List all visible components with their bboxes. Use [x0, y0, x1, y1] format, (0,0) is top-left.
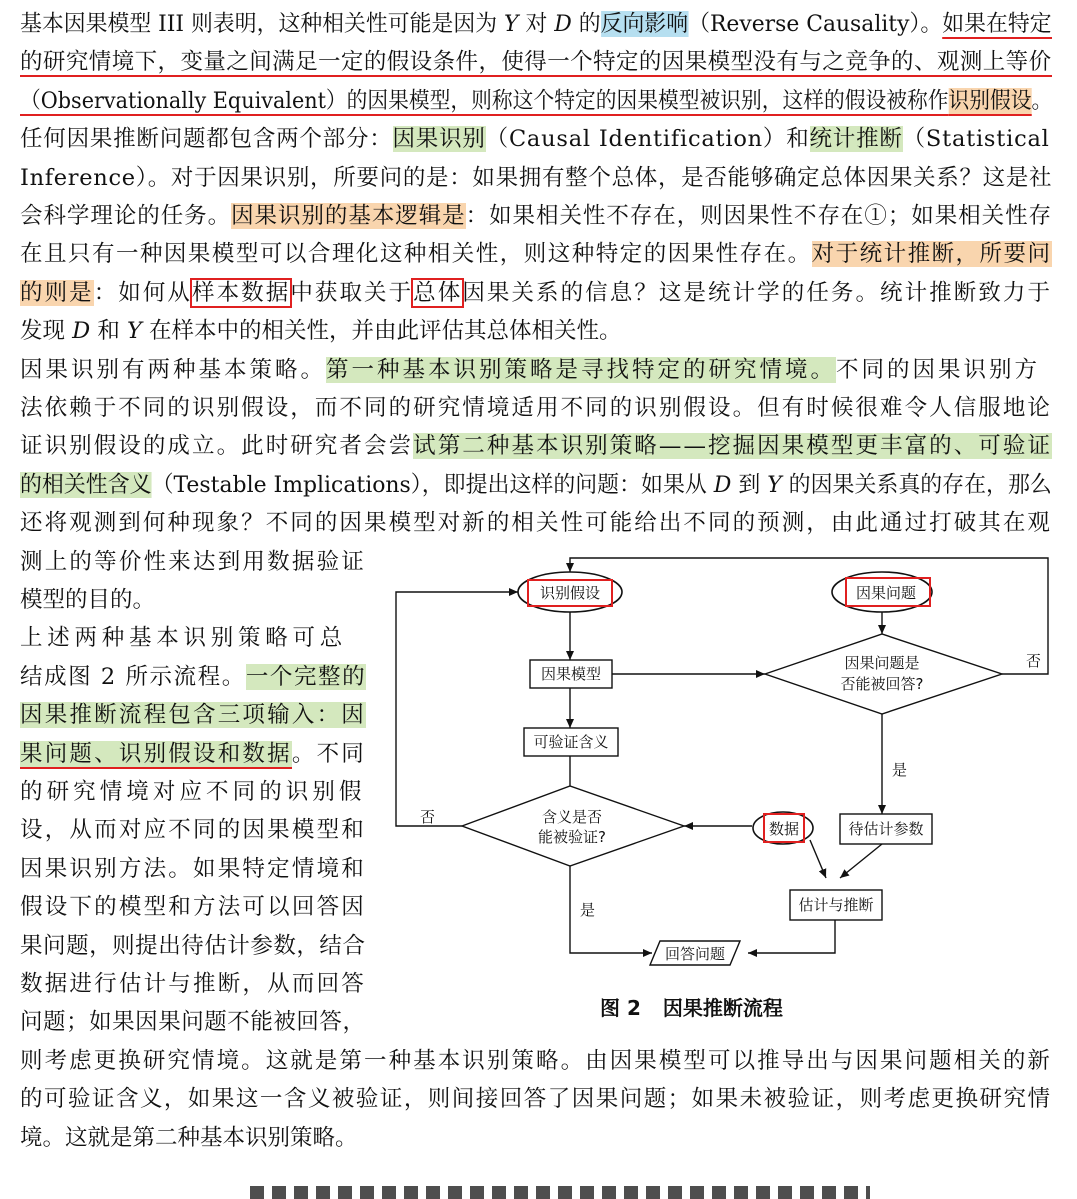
text-span: 对 — [518, 11, 555, 37]
text-span: 中获取关于 — [290, 279, 414, 306]
marked-text: 统计推断 — [809, 126, 903, 153]
text-span: 在且只有一种因果模型可以合理化这种相关性，则这种特定的因果性存在。 — [20, 241, 812, 268]
node-label-verified-1: 含义是否 — [541, 808, 603, 826]
text-line — [20, 315, 622, 347]
node-label-answer: 回答问题 — [664, 945, 726, 963]
text-line — [20, 814, 366, 846]
text-line — [20, 930, 366, 962]
text-line — [20, 776, 366, 808]
text-line — [20, 699, 366, 731]
text-span: 设，从而对应不同的因果模型和 — [20, 817, 367, 844]
text-line — [20, 1122, 358, 1154]
testable-implications-node — [524, 728, 618, 756]
text-line — [20, 738, 366, 770]
text-span: 的 — [571, 11, 601, 37]
text-line — [20, 277, 1052, 309]
marked-text: 的相关性含义 — [20, 471, 152, 498]
marked-text: 识别假设 — [948, 87, 1032, 114]
marked-text: 果问题、识别假设和数据 — [20, 740, 292, 767]
text-span: 的可验证含义，如果这一含义被验证，则间接回答了因果问题；如果未被验证，则考虑更换研究情 — [20, 1086, 1052, 1113]
node-label-verified-2: 能被验证? — [538, 828, 606, 846]
identification-assumption-node — [518, 572, 622, 612]
figure-caption — [600, 992, 805, 1024]
text-span: （Reverse Causality）。 — [688, 11, 943, 37]
text-line — [20, 546, 366, 578]
math-variable: D — [72, 318, 91, 345]
math-variable: Y — [504, 11, 519, 37]
estimation-inference-node — [790, 890, 882, 920]
marked-text: 的则是 — [20, 279, 94, 306]
text-span: 数据进行估计与推断，从而回答 — [20, 971, 367, 997]
text-span: （Causal Identification）和 — [485, 126, 810, 153]
text-line — [20, 584, 155, 616]
text-span: 境。这就是第二种基本识别策略。 — [20, 1124, 358, 1151]
marked-text: 对于统计推断，所要问 — [811, 241, 1052, 268]
marked-text: 试第二种基本识别策略——挖掘因果模型更丰富的、可验证 — [413, 433, 1053, 460]
marked-text: 因果识别的基本逻辑是 — [231, 203, 466, 229]
text-span: 会科学理论的任务。 — [20, 203, 232, 229]
text-line — [20, 1083, 1052, 1115]
marked-text: 样本数据 — [192, 279, 291, 306]
figure-number: 图 2 — [600, 996, 641, 1020]
text-span: Inference）。对于因果识别，所要问的是：如果拥有整个总体，是否能够确定总体因果关系？这是社 — [20, 164, 1053, 191]
text-span: 因果识别有两种基本策略。 — [20, 356, 327, 383]
node-label-model: 因果模型 — [540, 665, 602, 683]
text-span: 发现 — [20, 318, 73, 345]
edge-label-yes-right: 是 — [892, 761, 908, 779]
text-span: 上述两种基本识别策略可总 — [20, 625, 348, 652]
text-line — [20, 238, 1052, 270]
math-variable: D — [713, 471, 732, 498]
marked-text: 因果识别 — [392, 126, 486, 153]
marked-text: 如果在特定 — [942, 11, 1052, 37]
text-line — [20, 200, 1052, 232]
text-span: 的研究情境对应不同的识别假 — [20, 779, 366, 805]
text-span: ：如果相关性不存在，则因果性不存在①；如果相关性存 — [465, 203, 1053, 229]
text-span: 任何因果推断问题都包含两个部分： — [20, 126, 393, 153]
text-line — [20, 392, 1052, 424]
text-line — [20, 46, 1052, 78]
node-label-answerable-2: 否能被回答? — [840, 675, 924, 693]
math-variable: Y — [767, 471, 782, 498]
text-span: 因果识别方法。如果特定情境和 — [20, 855, 367, 882]
marked-text: 一个完整的 — [245, 663, 367, 690]
text-span: 不同的因果识别方 — [836, 356, 1041, 383]
node-label-data: 数据 — [768, 820, 800, 838]
text-line — [20, 123, 1050, 155]
text-line — [20, 853, 366, 885]
text-line — [20, 430, 1052, 462]
text-line — [20, 354, 1040, 386]
text-line — [20, 85, 1052, 117]
text-span: 在样本中的相关性，并由此评估其总体相关性。 — [141, 318, 622, 345]
edge-label-yes-left: 是 — [580, 901, 596, 919]
verified-decision-node — [462, 786, 684, 866]
text-span: ：如何从 — [93, 279, 193, 306]
node-label-question: 因果问题 — [855, 584, 917, 602]
text-line — [20, 968, 366, 1000]
text-span: 果问题，则提出待估计参数，结合 — [20, 932, 366, 959]
causal-inference-flowchart — [390, 548, 1060, 978]
text-span: 还将观测到何种现象？不同的因果模型对新的相关性可能给出不同的预测，由此通过打破其在观 — [20, 510, 1053, 537]
text-span: 和 — [90, 318, 128, 345]
text-line — [20, 469, 1052, 501]
edge-label-no-right: 否 — [1026, 652, 1042, 670]
text-line — [20, 507, 1052, 539]
data-node — [753, 812, 813, 844]
text-span: 法依赖于不同的识别假设，而不同的研究情境适用不同的识别假设。但有时候很难令人信服地论 — [20, 395, 1053, 421]
text-line — [20, 891, 366, 923]
marked-text: 因果推断流程包含三项输入：因 — [20, 702, 367, 729]
node-label-estimand: 待估计参数 — [848, 820, 924, 838]
node-label-testable: 可验证含义 — [533, 733, 609, 751]
text-span: （Testable Implications），即提出这样的问题：如果从 — [151, 471, 714, 498]
text-line — [20, 661, 366, 693]
text-span: 假设下的模型和方法可以回答因 — [20, 894, 367, 921]
text-span: 到 — [731, 471, 768, 498]
text-span: 则考虑更换研究情境。这就是第一种基本识别策略。由因果模型可以推导出与因果问题相关的新 — [20, 1047, 1053, 1074]
text-span: 因果关系的信息？这是统计学的任务。统计推断致力于 — [462, 279, 1053, 306]
causal-model-node — [530, 660, 612, 688]
edge-label-no-left: 否 — [420, 808, 436, 826]
node-label-answerable-1: 因果问题是 — [844, 654, 920, 672]
cut-off-next-line — [250, 1178, 870, 1199]
node-label-assumption: 识别假设 — [539, 584, 601, 602]
figure-title: 因果推断流程 — [662, 996, 783, 1020]
text-span: （Statistical — [902, 126, 1050, 153]
text-span: 。 — [1031, 87, 1053, 114]
text-line — [20, 1006, 366, 1038]
text-span: 。不同 — [291, 740, 367, 767]
marked-text: （Observationally Equivalent）的因果模型，则称这个特定的因果模型被识别，这样的假设被称作 — [20, 87, 949, 114]
math-variable: D — [554, 11, 572, 37]
marked-text: 的研究情境下，变量之间满足一定的假设条件，使得一个特定的因果模型没有与之竞争的、观测上等价 — [20, 49, 1052, 76]
text-line — [20, 8, 1052, 40]
text-line — [20, 622, 347, 654]
text-span: 结成图 2 所示流程。 — [20, 663, 246, 690]
math-variable: Y — [127, 318, 142, 345]
marked-text: 总体 — [413, 279, 463, 306]
answer-question-node — [650, 941, 740, 965]
text-line — [20, 162, 1052, 194]
text-span: 模型的目的。 — [20, 587, 156, 613]
text-span: 测上的等价性来达到用数据验证 — [20, 548, 367, 575]
text-span: 基本因果模型 III 则表明，这种相关性可能是因为 — [20, 11, 505, 37]
text-span: 问题；如果因果问题不能被回答， — [20, 1009, 366, 1036]
text-line — [20, 1045, 1052, 1077]
estimand-node — [840, 814, 932, 844]
marked-text: 第一种基本识别策略是寻找特定的研究情境。 — [326, 356, 837, 383]
node-label-estimate: 估计与推断 — [798, 896, 874, 914]
text-span: 证识别假设的成立。此时研究者会尝 — [20, 433, 414, 460]
text-span: 的因果关系真的存在，那么 — [781, 471, 1052, 498]
answerable-decision-node — [765, 634, 1002, 714]
marked-text: 反向影响 — [600, 11, 689, 37]
causal-question-node — [832, 572, 932, 612]
